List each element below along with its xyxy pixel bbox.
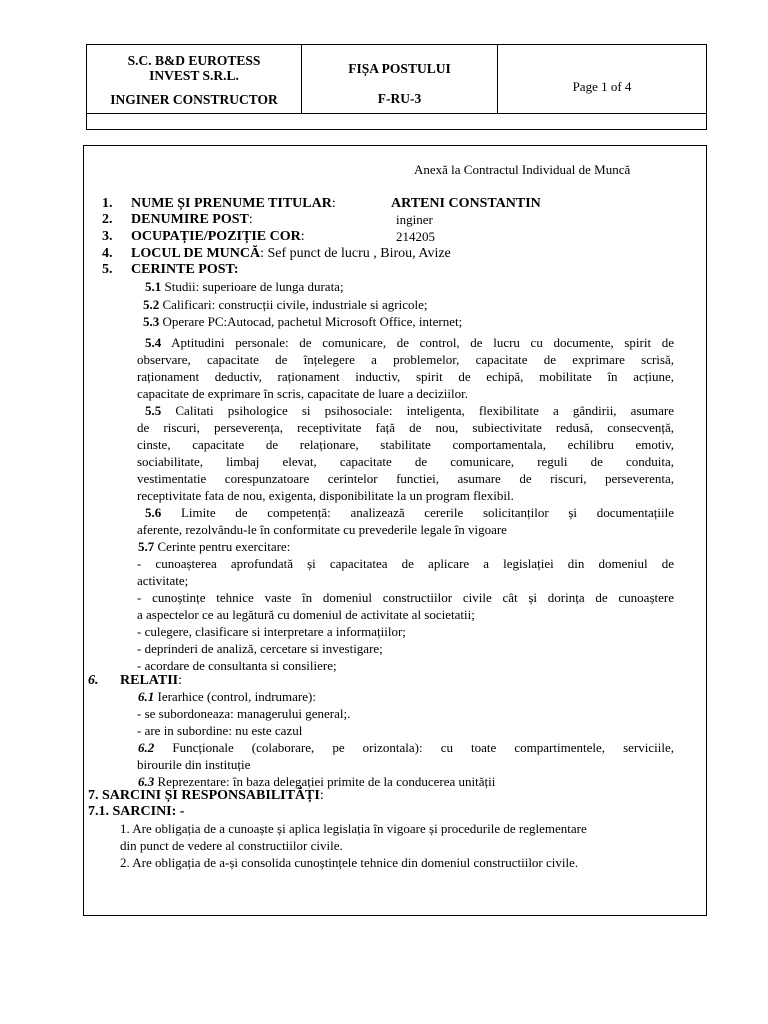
req-5-5-line-2: de riscuri, perseverența, receptivitate față de nou, subiectivitate redusă, consecvență, [137,420,674,435]
req-5-7-item-5: - acordare de consultanta si consiliere; [137,658,337,673]
rel-6-3: 6.3 Reprezentare: în baza delegației primite de la conducerea unității [138,774,496,789]
field-2-label: DENUMIRE POST: [131,212,253,227]
document-code: F-RU-3 [377,91,422,106]
field-3-num: 3. [102,229,113,244]
req-5-7-item-1: - cunoașterea aprofundată și capacitatea de aplicare a legislației din domeniul de [137,556,674,571]
field-5-num: 5. [102,262,113,277]
req-5-1: 5.1 Studii: superioare de lunga durata; [145,279,344,294]
req-5-7-item-3: - culegere, clasificare si interpretare a informațiilor; [137,624,406,639]
section-7-1-title: 7.1. SARCINI: - [88,804,185,819]
document-title: FIȘA POSTULUI [348,61,451,76]
section-6-num: 6. [88,673,99,688]
req-5-7-item-1-cont: activitate; [137,573,189,588]
rel-6-2-line-2: birourile din instituție [137,757,251,772]
field-1-label: NUME ȘI PRENUME TITULAR: [131,196,336,211]
field-4-num: 4. [102,246,113,261]
rel-6-1: 6.1 Ierarhice (control, indrumare): [138,689,316,704]
req-5-4-line-3: raționament deductiv, raționament inductiv, spirit de echipă, mobilitate în acțiune, [137,369,674,384]
company-name-line2: INVEST S.R.L. [149,68,239,83]
field-1-value: ARTENI CONSTANTIN [391,196,541,211]
rel-6-1-item-1: - se subordoneaza: managerului general;. [137,706,351,721]
req-5-6-line-1: 5.6 Limite de competență: analizează cererile solicitanților și documentațiile [145,505,674,520]
field-3-value: 214205 [396,229,435,244]
task-1-line-1: 1. Are obligația de a cunoaște și aplica legislația în vigoare și procedurile de reglementare [120,821,587,836]
company-cell [87,45,302,113]
page-number: Page 1 of 4 [572,79,632,94]
field-3-label: OCUPAȚIE/POZIȚIE COR: [131,229,305,244]
rel-6-1-item-2: - are in subordine: nu este cazul [137,723,303,738]
req-5-2: 5.2 Calificari: construcții civile, industriale si agricole; [143,297,428,312]
req-5-5-line-4: sociabilitate, limbaj elevat, capacitate de comunicare, reguli de conduita, [137,454,674,469]
task-1-line-2: din punct de vedere al constructiilor civile. [120,838,343,853]
rel-6-2-line-1: 6.2 Funcționale (colaborare, pe orizontala): cu toate compartimentele, serviciile, [138,740,674,755]
field-2-value: inginer [396,212,433,227]
field-1-num: 1. [102,196,113,211]
req-5-4-line-2: observare, capacitate de înțelegere a problemelor, capacitate de exprimare scrisă, [137,352,674,367]
company-name-line1: S.C. B&D EUROTESS [127,53,261,68]
role-title: INGINER CONSTRUCTOR [110,92,278,107]
document-title-cell [302,45,498,113]
req-5-4-line-1: 5.4 Aptitudini personale: de comunicare, de control, de lucru cu documente, spirit de [145,335,674,350]
req-5-7-item-4: - deprinderi de analiză, cercetare si investigare; [137,641,383,656]
req-5-4-line-4: capacitate de exprimare în scris, capacitate de luare a deciziilor. [137,386,468,401]
field-4-label: LOCUL DE MUNCĂ: Sef punct de lucru , Birou, Avize [131,246,451,261]
header-empty-row [87,113,706,130]
field-5-label: CERINTE POST: [131,262,239,277]
section-6-title: RELATII: [120,673,182,688]
req-5-5-line-3: cinste, capacitate de relaționare, stabilitate comportamentala, echilibru emotiv, [137,437,674,452]
section-7-title: 7. SARCINI ȘI RESPONSABILITĂȚI: [88,788,324,803]
req-5-7-item-2: - cunoștințe tehnice vaste în domeniul constructiilor civile cât și dorința de cunoaștere [137,590,674,605]
req-5-5-line-5: vestimentatie corespunzatoare cerintelor functiei, asumare de riscuri, perseverenta, [137,471,674,486]
field-2-num: 2. [102,212,113,227]
annex-note: Anexă la Contractul Individual de Muncă [414,162,631,177]
req-5-7-title: 5.7 Cerinte pentru exercitare: [138,539,291,554]
req-5-6-line-2: aferente, rezolvându-le în conformitate cu prevederile legale în vigoare [137,522,507,537]
req-5-5-line-6: receptivitate fata de nou, exigenta, disponibilitate la un program flexibil. [137,488,514,503]
document-header [86,44,707,130]
req-5-7-item-2-cont: a aspectelor ce au legătură cu domeniul de activitate al societatii; [137,607,475,622]
page-cell [498,45,706,113]
task-2: 2. Are obligația de a-și consolida cunoștințele tehnice din domeniul constructiilor civile. [120,855,579,870]
req-5-3: 5.3 Operare PC:Autocad, pachetul Microsoft Office, internet; [143,314,463,329]
req-5-5-line-1: 5.5 Calitati psihologice si psihosociale: inteligenta, flexibilitate a gândirii, asumare [145,403,674,418]
